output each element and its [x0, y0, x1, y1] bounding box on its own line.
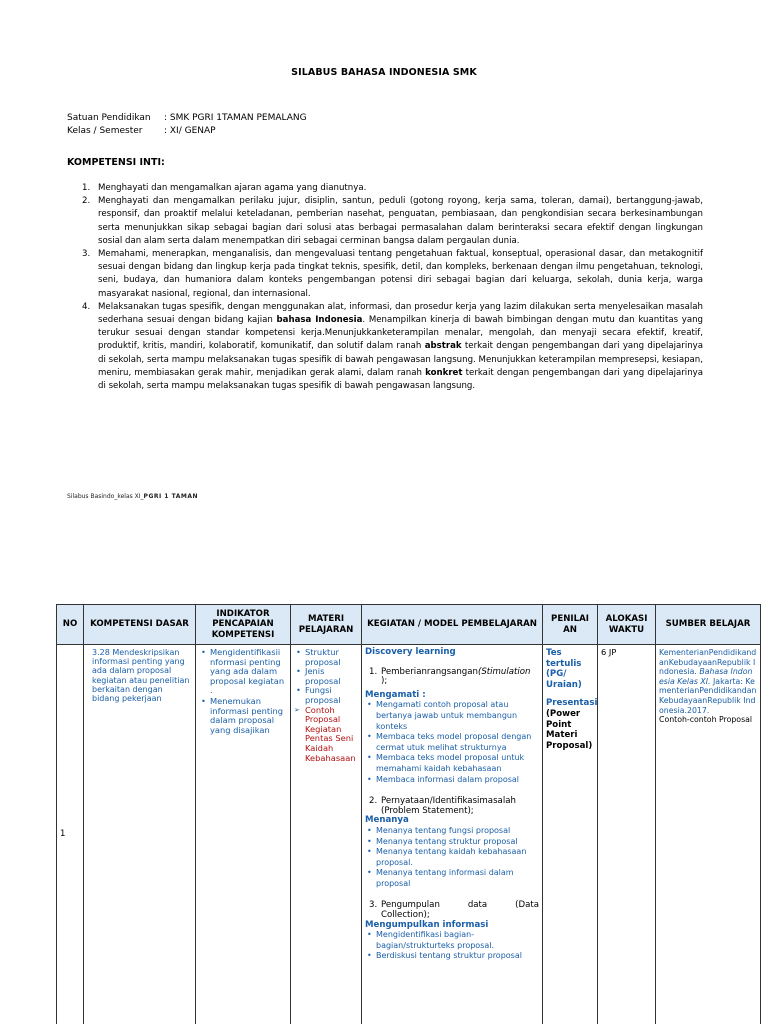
- mengumpulkan-list: [365, 930, 539, 962]
- cell-alokasi: 6 JP: [598, 645, 656, 1024]
- step-text: data: [467, 900, 488, 911]
- step-text: );: [381, 676, 388, 687]
- ki-text: Melaksanakan tugas spesifik, dengan menggunakan alat, informasi, dan prosedur kerja yang lazim dilakukan serta menyelesaikan masalah sederhana sesuai dengan bidang kajian: [98, 301, 703, 326]
- ki-text: terkait dengan pengembangan dari yang dipelajarinya di sekolah, serta mampu melaksanakan tugas spesifik di bawah pengawasan langsung.: [98, 367, 703, 392]
- penilaian-presentasi: Presentasi: [546, 698, 598, 709]
- ki-number: 3.: [82, 249, 91, 260]
- page-gap: [0, 590, 768, 604]
- list-item: • Membaca teks model proposal dengan cermat utuk melihat strukturnya: [365, 732, 539, 753]
- ki-item-3: [67, 248, 703, 301]
- ki-text: terkait dengan pengembangan dari yang dipelajarinya di sekolah, serta mampu melaksanakan tugas spesifik di bawah pengawasan langsung. Menunjukkan keterampilan mempresepsi, kesiapan, meniru, membiasakan gerak mahir, menjadikan gerak alami, dalam ranah: [98, 341, 704, 378]
- list-item: • Jenis proposal: [294, 667, 358, 686]
- list-item: • Menemukan informasi penting dalam proposal yang disajikan: [199, 697, 287, 735]
- step-number: 1.: [369, 666, 378, 677]
- cell-kompetensi-dasar: [84, 645, 196, 1024]
- document-meta: [67, 112, 307, 138]
- ki-text: Menghayati dan mengamalkan perilaku jujur, disiplin, santun, peduli (gotong royong, kerja sama, toleran, damai), bertanggung-jawab, responsif, dan proaktif melalui keteladanan, pemberian nasehat, penguatan, pembiasaan, dan pengkondisian secara berkesinambungan serta menunjukkan sikap sebagai bagian dari solusi atas berbagai permasalahan dalam berinteraksi secara efektif dengan lingkungan sosial dan alam serta dalam menempatkan diri sebagai cerminan bangsa dalam pergaulan dunia.: [98, 196, 703, 246]
- step-2: [365, 797, 539, 816]
- step-text: Pernyataan/Identifikasimasalah (Problem Statement);: [381, 796, 516, 816]
- subheading-mengamati: Mengamati :: [365, 689, 426, 700]
- list-item: • Mengidentifikasi bagian-bagian/strukturteks proposal.: [365, 930, 539, 951]
- list-item: • Mengidentifikasii nformasi penting yang ada dalam proposal kegiatan .: [199, 648, 287, 696]
- cell-penilaian: [543, 645, 598, 1024]
- list-item: • Berdiskusi tentang struktur proposal: [365, 951, 539, 962]
- list-item: • Menanya tentang informasi dalam proposal: [365, 868, 539, 889]
- meta-row-satuan: [67, 112, 307, 125]
- penilaian-tes: Tes tertulis (PG/ Uraian): [546, 648, 582, 690]
- meta-value: : XI/ GENAP: [164, 126, 216, 136]
- sumber-contoh: Contoh-contoh Proposal: [659, 715, 753, 725]
- subheading-menanya: Menanya: [365, 815, 409, 826]
- table-row: [57, 645, 761, 1024]
- step-number: 2.: [369, 796, 378, 807]
- ki-item-4: [67, 301, 703, 393]
- kd-text: 3.28 Mendeskripsikan informasi penting yang ada dalam proposal kegiatan atau penelitian berkaitan dengan bidang pekerjaan: [92, 648, 190, 704]
- ki-text: . Menampilkan kinerja di bawah bimbingan dengan mutu dan kuantitas yang terukur sesuai dengan standar kompetensi kerja.Menunjukkanketerampilan menalar, mengolah, dan menyaji secara efektif, kreatif, produktif, kritis, mandiri, kolaboratif, komunikatif, dan solutif dalam ranah: [98, 315, 704, 352]
- kompetensi-inti-list: [67, 182, 703, 393]
- step-1: [365, 668, 539, 687]
- footer-text: Silabus Basindo_kelas XI_: [67, 493, 144, 500]
- cell-no: 1: [57, 645, 84, 1024]
- step-text: (Data: [515, 900, 539, 911]
- meta-value: : SMK PGRI 1TAMAN PEMALANG: [164, 113, 307, 123]
- meta-label: Kelas / Semester: [67, 126, 143, 136]
- page-footer: [67, 493, 198, 500]
- header-materi: MATERI PELAJARAN: [291, 605, 362, 645]
- step-number: 3.: [369, 900, 378, 911]
- list-item: • Menanya tentang kaidah kebahasaan proposal.: [365, 847, 539, 868]
- sumber-book-title: Bahasa Indonesia Kelas XI.: [659, 667, 753, 686]
- ki-number: 1.: [82, 183, 91, 193]
- step-text: Collection);: [381, 910, 430, 921]
- materi-list: [294, 648, 358, 763]
- cell-materi: [291, 645, 362, 1024]
- header-kompetensi-dasar: KOMPETENSI DASAR: [84, 605, 196, 645]
- table-header-row: [57, 605, 761, 645]
- sumber-text: KementerianPendidikandanKebudayaanRepublik Indonesia.: [659, 648, 757, 677]
- meta-row-kelas: [67, 125, 307, 138]
- list-item: • Fungsi proposal: [294, 686, 358, 705]
- step-text: Pemberianrangsangan: [381, 666, 478, 677]
- list-item: • Menanya tentang struktur proposal: [365, 837, 539, 848]
- ki-bold-term: abstrak: [424, 341, 462, 352]
- header-indikator: INDIKATOR PENCAPAIAN KOMPETENSI: [196, 605, 291, 645]
- step-3: [365, 901, 539, 920]
- footer-school: PGRI 1 TAMAN: [143, 493, 198, 500]
- syllabus-table-wrap: [56, 604, 760, 1024]
- ki-number: 4.: [82, 301, 91, 312]
- header-no: NO: [57, 605, 84, 645]
- list-item: • Membaca teks model proposal untuk memahami kaidah kebahasaan: [365, 753, 539, 774]
- kompetensi-inti-heading: KOMPETENSI INTI:: [67, 157, 165, 168]
- cell-kegiatan: [362, 645, 543, 1024]
- list-item: • Struktur proposal: [294, 648, 358, 667]
- mengamati-list: [365, 700, 539, 785]
- penilaian-kriteria: (Power Point Materi Proposal): [546, 708, 593, 751]
- ki-bold-term: bahasa Indonesia: [276, 315, 363, 326]
- cell-sumber: [656, 645, 761, 1024]
- meta-label: Satuan Pendidikan: [67, 113, 151, 123]
- list-item: • Mengamati contoh proposal atau bertanya jawab untuk membangun konteks: [365, 700, 539, 732]
- ki-bold-term: konkret: [425, 367, 463, 378]
- subheading-mengumpulkan: Mengumpulkan informasi: [365, 919, 489, 930]
- ki-text: Memahami, menerapkan, menganalisis, dan mengevaluasi tentang pengetahuan faktual, konseptual, operasional dasar, dan metakognitif sesuai dengan bidang dan lingkup kerja pada tingkat teknis, spesifik, detil, dan kompleks, berkenaan dengan ilmu pengetahuan, teknologi, seni, budaya, dan humaniora dalam konteks pengembangan potensi diri sebagai bagian dari keluarga, sekolah, dunia kerja, warga masyarakat nasional, regional, dan internasional.: [98, 249, 703, 299]
- header-alokasi: ALOKASI WAKTU: [598, 605, 656, 645]
- model-title: Discovery learning: [365, 647, 456, 657]
- step-text: Pengumpulan: [381, 900, 440, 911]
- ki-number: 2.: [82, 196, 91, 207]
- list-item: • Membaca informasi dalam proposal: [365, 775, 539, 786]
- list-item-highlight: ➢ Contoh Proposal Kegiatan Pentas Seni Kaidah Kebahasaan: [294, 706, 358, 764]
- menanya-list: [365, 826, 539, 890]
- ki-text: Menghayati dan mengamalkan ajaran agama yang dianutnya.: [98, 183, 367, 193]
- list-item: • Menanya tentang fungsi proposal: [365, 826, 539, 837]
- step-text-italic: (Stimulation: [477, 666, 531, 677]
- cell-indikator: [196, 645, 291, 1024]
- document-title: SILABUS BAHASA INDONESIA SMK: [291, 67, 477, 78]
- header-penilaian: PENILAI AN: [543, 605, 598, 645]
- header-kegiatan: KEGIATAN / MODEL PEMBELAJARAN: [362, 605, 543, 645]
- syllabus-table: [56, 604, 761, 1024]
- ki-item-1: [67, 182, 703, 195]
- ki-item-2: [67, 195, 703, 248]
- sumber-text: Jakarta: KementerianPendidikandanKebudayaanRepublik Indonesia.2017.: [659, 676, 757, 715]
- indikator-list: [199, 648, 287, 735]
- header-sumber: SUMBER BELAJAR: [656, 605, 761, 645]
